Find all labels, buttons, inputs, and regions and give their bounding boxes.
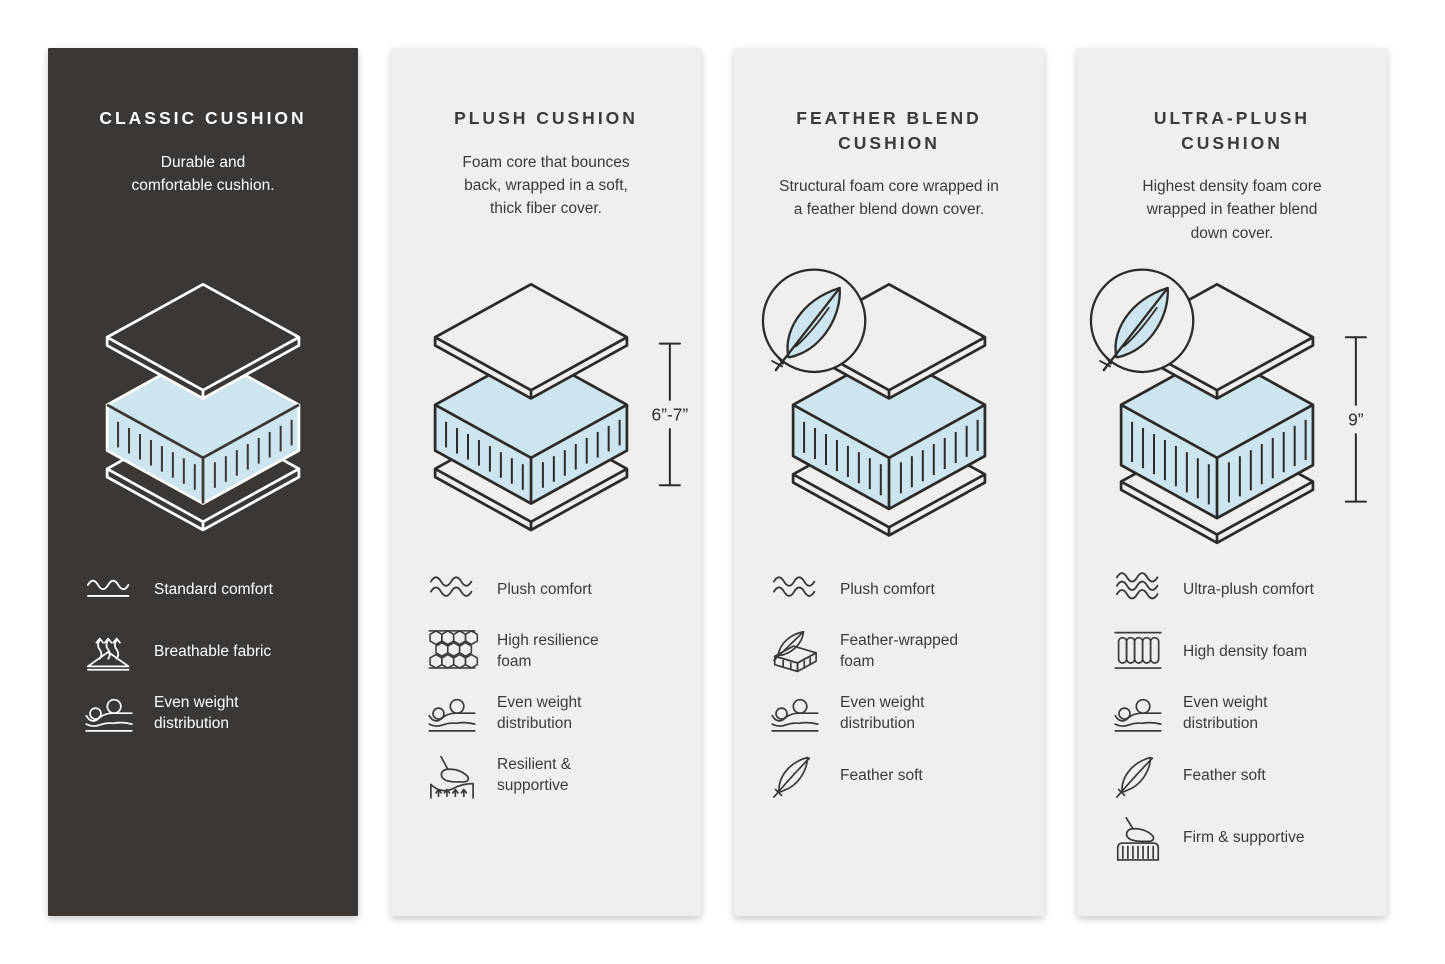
cushion-layers-diagram	[1077, 258, 1387, 558]
feather-icon	[764, 751, 826, 801]
cushion-layers-diagram	[391, 258, 701, 558]
feature-item	[1107, 564, 1369, 616]
feature-item	[764, 564, 1026, 616]
wave-single-icon	[78, 565, 140, 615]
feature-label: High density foam	[1183, 642, 1308, 660]
feature-item	[1107, 626, 1369, 678]
feather-wrapped-foam-icon	[764, 627, 826, 677]
panel-description: Structural foam core wrapped in a feather blend down cover.	[779, 178, 999, 219]
feature-item	[421, 750, 683, 802]
feature-label: Breathable fabric	[154, 642, 272, 660]
feature-item	[764, 688, 1026, 740]
feature-list	[391, 558, 701, 802]
feature-label: Firm & supportive	[1183, 828, 1305, 846]
feather-icon	[1107, 751, 1169, 801]
panel-header	[734, 48, 1044, 258]
cushion-layers-diagram	[48, 258, 358, 558]
honeycomb-foam-icon	[421, 627, 483, 677]
height-measurement-label: 9”	[1348, 408, 1364, 429]
cushion-layers-illustration	[394, 266, 697, 551]
feature-label: Even weight distribution	[154, 694, 239, 732]
feature-label: Even weight distribution	[840, 694, 925, 732]
feature-label: Ultra-plush comfort	[1183, 580, 1314, 598]
feature-label: Feather soft	[1183, 766, 1266, 784]
feature-label: Even weight distribution	[1183, 694, 1268, 732]
cushion-panel-classic	[48, 48, 358, 916]
panel-title: CLASSIC CUSHION	[99, 108, 307, 128]
feather-badge-icon	[763, 269, 865, 371]
panel-title: ULTRA-PLUSH CUSHION	[1153, 108, 1311, 153]
feature-item	[764, 750, 1026, 802]
foam-cells-icon	[1107, 627, 1169, 677]
panel-title: PLUSH CUSHION	[454, 108, 638, 128]
feature-label: Plush comfort	[840, 580, 935, 598]
feature-item	[78, 564, 340, 616]
feature-item	[1107, 812, 1369, 864]
panel-description: Highest density foam core wrapped in feather blend down cover.	[1142, 178, 1322, 242]
weight-distribution-icon	[1107, 689, 1169, 739]
feature-item	[421, 564, 683, 616]
feature-item	[421, 626, 683, 678]
cushion-panel-feather-blend	[734, 48, 1044, 916]
panel-header	[391, 48, 701, 258]
panel-description: Durable and comfortable cushion.	[131, 153, 275, 194]
feature-label: Resilient & supportive	[497, 756, 572, 794]
wave-double-icon	[764, 565, 826, 615]
height-measurement	[652, 343, 689, 485]
feature-label: Feather soft	[840, 766, 923, 784]
feature-list	[734, 558, 1044, 802]
feature-item	[1107, 750, 1369, 802]
height-measurement-label: 6”-7”	[651, 403, 689, 424]
feature-item	[764, 626, 1026, 678]
feature-item	[421, 688, 683, 740]
weight-distribution-icon	[421, 689, 483, 739]
cushion-layers-diagram	[734, 258, 1044, 558]
feather-badge-icon	[1091, 269, 1193, 371]
breathable-fabric-icon	[78, 627, 140, 677]
cushion-panel-ultra-plush	[1077, 48, 1387, 916]
feature-item	[1107, 688, 1369, 740]
cushion-layers-illustration	[66, 266, 340, 551]
wave-triple-icon	[1107, 565, 1169, 615]
feature-item	[78, 688, 340, 740]
feature-item	[78, 626, 340, 678]
feature-label: High resilience foam	[497, 632, 599, 670]
height-measurement	[1346, 337, 1366, 501]
panel-title: FEATHER BLEND CUSHION	[796, 108, 982, 153]
resilient-support-icon	[421, 751, 483, 801]
feature-label: Feather-wrapped foam	[840, 632, 959, 670]
cushion-panel-plush	[391, 48, 701, 916]
panel-header	[1077, 48, 1387, 258]
weight-distribution-icon	[78, 689, 140, 739]
panel-header	[48, 48, 358, 258]
feature-label: Standard comfort	[154, 580, 273, 598]
firm-support-icon	[1107, 813, 1169, 863]
feature-list	[48, 558, 358, 740]
cushion-layers-illustration	[752, 266, 1026, 551]
feature-label: Even weight distribution	[497, 694, 582, 732]
weight-distribution-icon	[764, 689, 826, 739]
wave-double-icon	[421, 565, 483, 615]
feature-list	[1077, 558, 1387, 864]
cushion-layers-illustration	[1080, 266, 1383, 551]
panel-description: Foam core that bounces back, wrapped in a soft, thick fiber cover.	[462, 153, 630, 217]
feature-label: Plush comfort	[497, 580, 592, 598]
